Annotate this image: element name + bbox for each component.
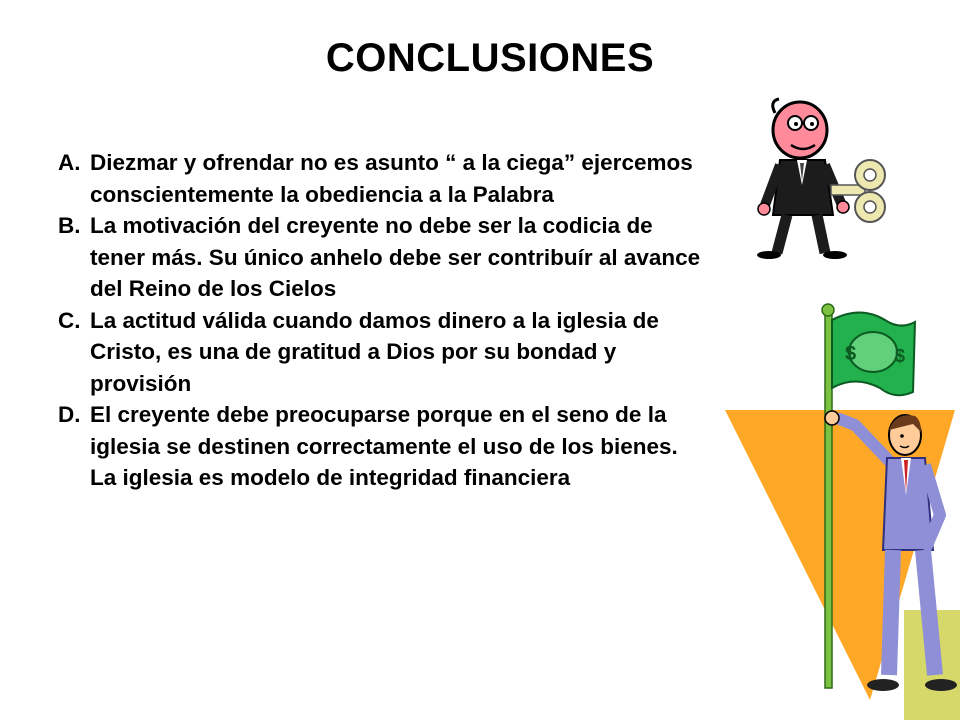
list-item-b	[58, 210, 708, 305]
slide-title: CONCLUSIONES	[325, 36, 655, 80]
list-item-letter: A.	[58, 150, 81, 175]
list-item-c	[58, 305, 708, 400]
svg-text:$: $	[845, 343, 857, 365]
list-item-letter: B.	[58, 213, 81, 238]
list-item-a	[58, 147, 708, 210]
list-item-letter: D.	[58, 402, 81, 427]
man-with-money-flag-icon	[815, 300, 960, 720]
list-item-text: La motivación del creyente no debe ser la codicia de tener más. Su único anhelo debe ser contribuír al avance del Reino de los Cielos	[90, 213, 701, 301]
conclusions-list	[58, 147, 708, 494]
wind-up-man-icon	[755, 95, 900, 260]
list-item-d	[58, 399, 708, 494]
svg-text:$: $	[895, 346, 906, 366]
list-item-text: Diezmar y ofrendar no es asunto “ a la ciega” ejercemos conscientemente la obediencia a la Palabra	[90, 150, 693, 207]
list-item-text: El creyente debe preocuparse porque en el seno de la iglesia se destinen correctamente el uso de los bienes. La iglesia es modelo de integridad financiera	[90, 402, 678, 490]
list-item-text: La actitud válida cuando damos dinero a la iglesia de Cristo, es una de gratitud a Dios por su bondad y provisión	[90, 307, 659, 396]
list-item-letter: C.	[58, 307, 81, 333]
